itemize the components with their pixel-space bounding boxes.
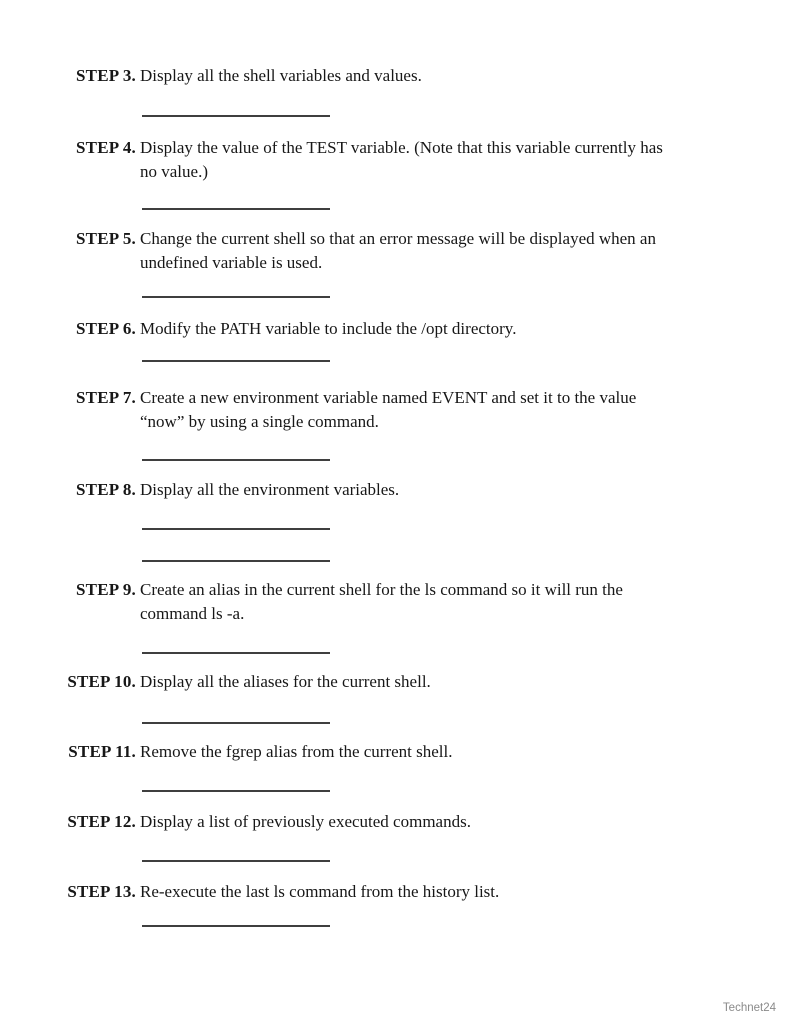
step-label: STEP 3.: [76, 66, 136, 85]
step-item-9: [0, 578, 755, 626]
answer-blank-line: [142, 652, 330, 654]
watermark-technet24: Technet24: [722, 1002, 776, 1014]
step-label: STEP 4.: [76, 138, 136, 157]
step-text: [140, 136, 755, 184]
step-text-line: Create a new environment variable named EVENT and set it to the value: [140, 388, 637, 407]
step-text-line: Change the current shell so that an error message will be displayed when an: [140, 229, 656, 248]
step-text: [140, 386, 755, 434]
step-label: STEP 10.: [67, 672, 136, 691]
step-text: [140, 227, 755, 275]
step-text: [140, 740, 755, 764]
answer-blank-line: [142, 925, 330, 927]
answer-blank-line: [142, 790, 330, 792]
step-text-line: Display all the environment variables.: [140, 480, 400, 499]
step-text-line: Create an alias in the current shell for the ls command so it will run the: [140, 580, 623, 599]
step-label: STEP 12.: [67, 812, 136, 831]
step-text-line: command ls -a.: [140, 604, 245, 623]
answer-blank-line: [142, 459, 330, 461]
step-text-line: Display a list of previously executed commands.: [140, 812, 471, 831]
step-item-4: [0, 136, 755, 184]
answer-blank-line: [142, 722, 330, 724]
step-label: STEP 11.: [68, 742, 136, 761]
step-text: [140, 880, 755, 904]
step-label: STEP 7.: [76, 388, 136, 407]
step-item-6: [0, 317, 755, 341]
answer-blank-line: [142, 560, 330, 562]
step-item-10: [0, 670, 755, 694]
step-item-11: [0, 740, 755, 764]
step-item-12: [0, 810, 755, 834]
step-label: STEP 5.: [76, 229, 136, 248]
step-text: [140, 578, 755, 626]
step-item-13: [0, 880, 755, 904]
step-text: [140, 317, 755, 341]
step-text: [140, 64, 755, 88]
step-text-line: Display all the shell variables and values.: [140, 66, 422, 85]
answer-blank-line: [142, 208, 330, 210]
answer-blank-line: [142, 360, 330, 362]
step-text-line: Display all the aliases for the current shell.: [140, 672, 431, 691]
step-item-3: [0, 64, 755, 88]
step-label: STEP 9.: [76, 580, 136, 599]
answer-blank-line: [142, 296, 330, 298]
step-item-5: [0, 227, 755, 275]
step-label: STEP 8.: [76, 480, 136, 499]
step-text-line: “now” by using a single command.: [140, 412, 379, 431]
step-item-7: [0, 386, 755, 434]
step-text-line: Remove the fgrep alias from the current shell.: [140, 742, 453, 761]
step-text: [140, 810, 755, 834]
step-text: [140, 478, 755, 502]
step-text-line: Modify the PATH variable to include the /opt directory.: [140, 319, 517, 338]
answer-blank-line: [142, 115, 330, 117]
step-text-line: Re-execute the last ls command from the history list.: [140, 882, 500, 901]
answer-blank-line: [142, 860, 330, 862]
step-text-line: Display the value of the TEST variable. (Note that this variable currently has: [140, 138, 663, 157]
step-text: [140, 670, 755, 694]
step-label: STEP 6.: [76, 319, 136, 338]
answer-blank-line: [142, 528, 330, 530]
step-text-line: undefined variable is used.: [140, 253, 323, 272]
step-text-line: no value.): [140, 162, 208, 181]
step-item-8: [0, 478, 755, 502]
step-label: STEP 13.: [67, 882, 136, 901]
